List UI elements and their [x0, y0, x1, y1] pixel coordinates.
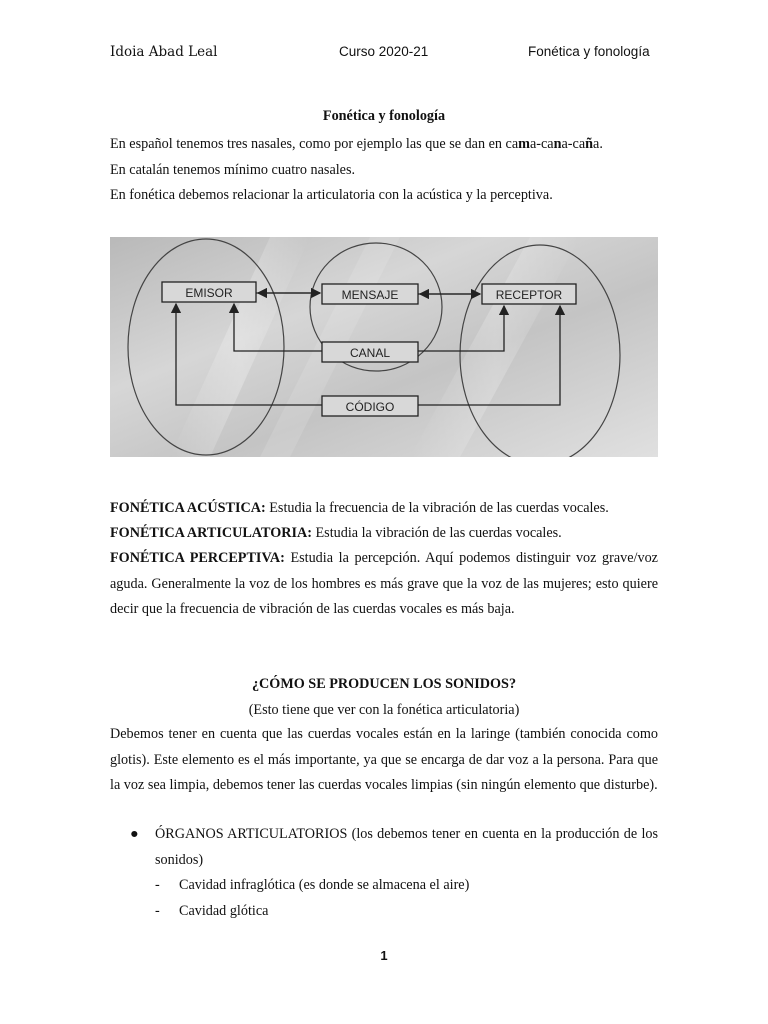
section-heading: ¿CÓMO SE PRODUCEN LOS SONIDOS? — [251, 676, 517, 692]
bullet-icon: ● — [130, 826, 139, 842]
diagram-codigo: CÓDIGO — [345, 400, 395, 414]
intro-line-2: En catalán tenemos mínimo cuatro nasales. — [110, 162, 356, 178]
page-number: 1 — [380, 948, 388, 963]
section-body: Debemos tener en cuenta que las cuerdas vocales están en la laringe (también conocida como glotis). Este elemento es el más importante, ya que se encarga de dar voz a la persona. Para que la voz sea limpia, debemos tener las cuerdas vocales limpias (sin ningún elemento que disturbe). — [110, 726, 658, 793]
definition-acustica: FONÉTICA ACÚSTICA: Estudia la frecuencia de la vibración de las cuerdas vocales. — [110, 500, 609, 516]
diagram-canal: CANAL — [349, 346, 391, 360]
bullet-text: ÓRGANOS ARTICULATORIOS (los debemos tener en cuenta en la producción de los sonidos) — [155, 826, 658, 868]
diagram-receptor: RECEPTOR — [495, 288, 563, 302]
document-title: Fonética y fonología — [322, 108, 446, 124]
header-author: Idoia Abad Leal — [110, 44, 218, 60]
definition-perceptiva: FONÉTICA PERCEPTIVA: Estudia la percepción. Aquí podemos distinguir voz grave/voz aguda. Generalmente la voz de los hombres es más grave que la voz de las mujeres; esto quiere decir que la frecuencia de vibración de las cuerdas vocales es más baja. — [110, 550, 658, 617]
section-subheading: (Esto tiene que ver con la fonética articulatoria) — [248, 702, 520, 718]
diagram-emisor: EMISOR — [185, 286, 233, 300]
intro-line-1: En español tenemos tres nasales, como por ejemplo las que se dan en cama-cana-caña. — [110, 136, 603, 152]
sub-item-glotica: - Cavidad glótica — [155, 903, 269, 919]
intro-line-3: En fonética debemos relacionar la articulatoria con la acústica y la perceptiva. — [110, 187, 553, 203]
header-course: Curso 2020-21 — [339, 44, 429, 59]
diagram-mensaje: MENSAJE — [341, 288, 399, 302]
header-subject: Fonética y fonología — [528, 44, 650, 59]
list-item-organos — [110, 822, 658, 874]
sub-item-infraglotica: - Cavidad infraglótica (es donde se almacena el aire) — [155, 877, 470, 893]
definition-articulatoria: FONÉTICA ARTICULATORIA: Estudia la vibración de las cuerdas vocales. — [110, 525, 562, 541]
communication-diagram-photo — [110, 237, 658, 457]
